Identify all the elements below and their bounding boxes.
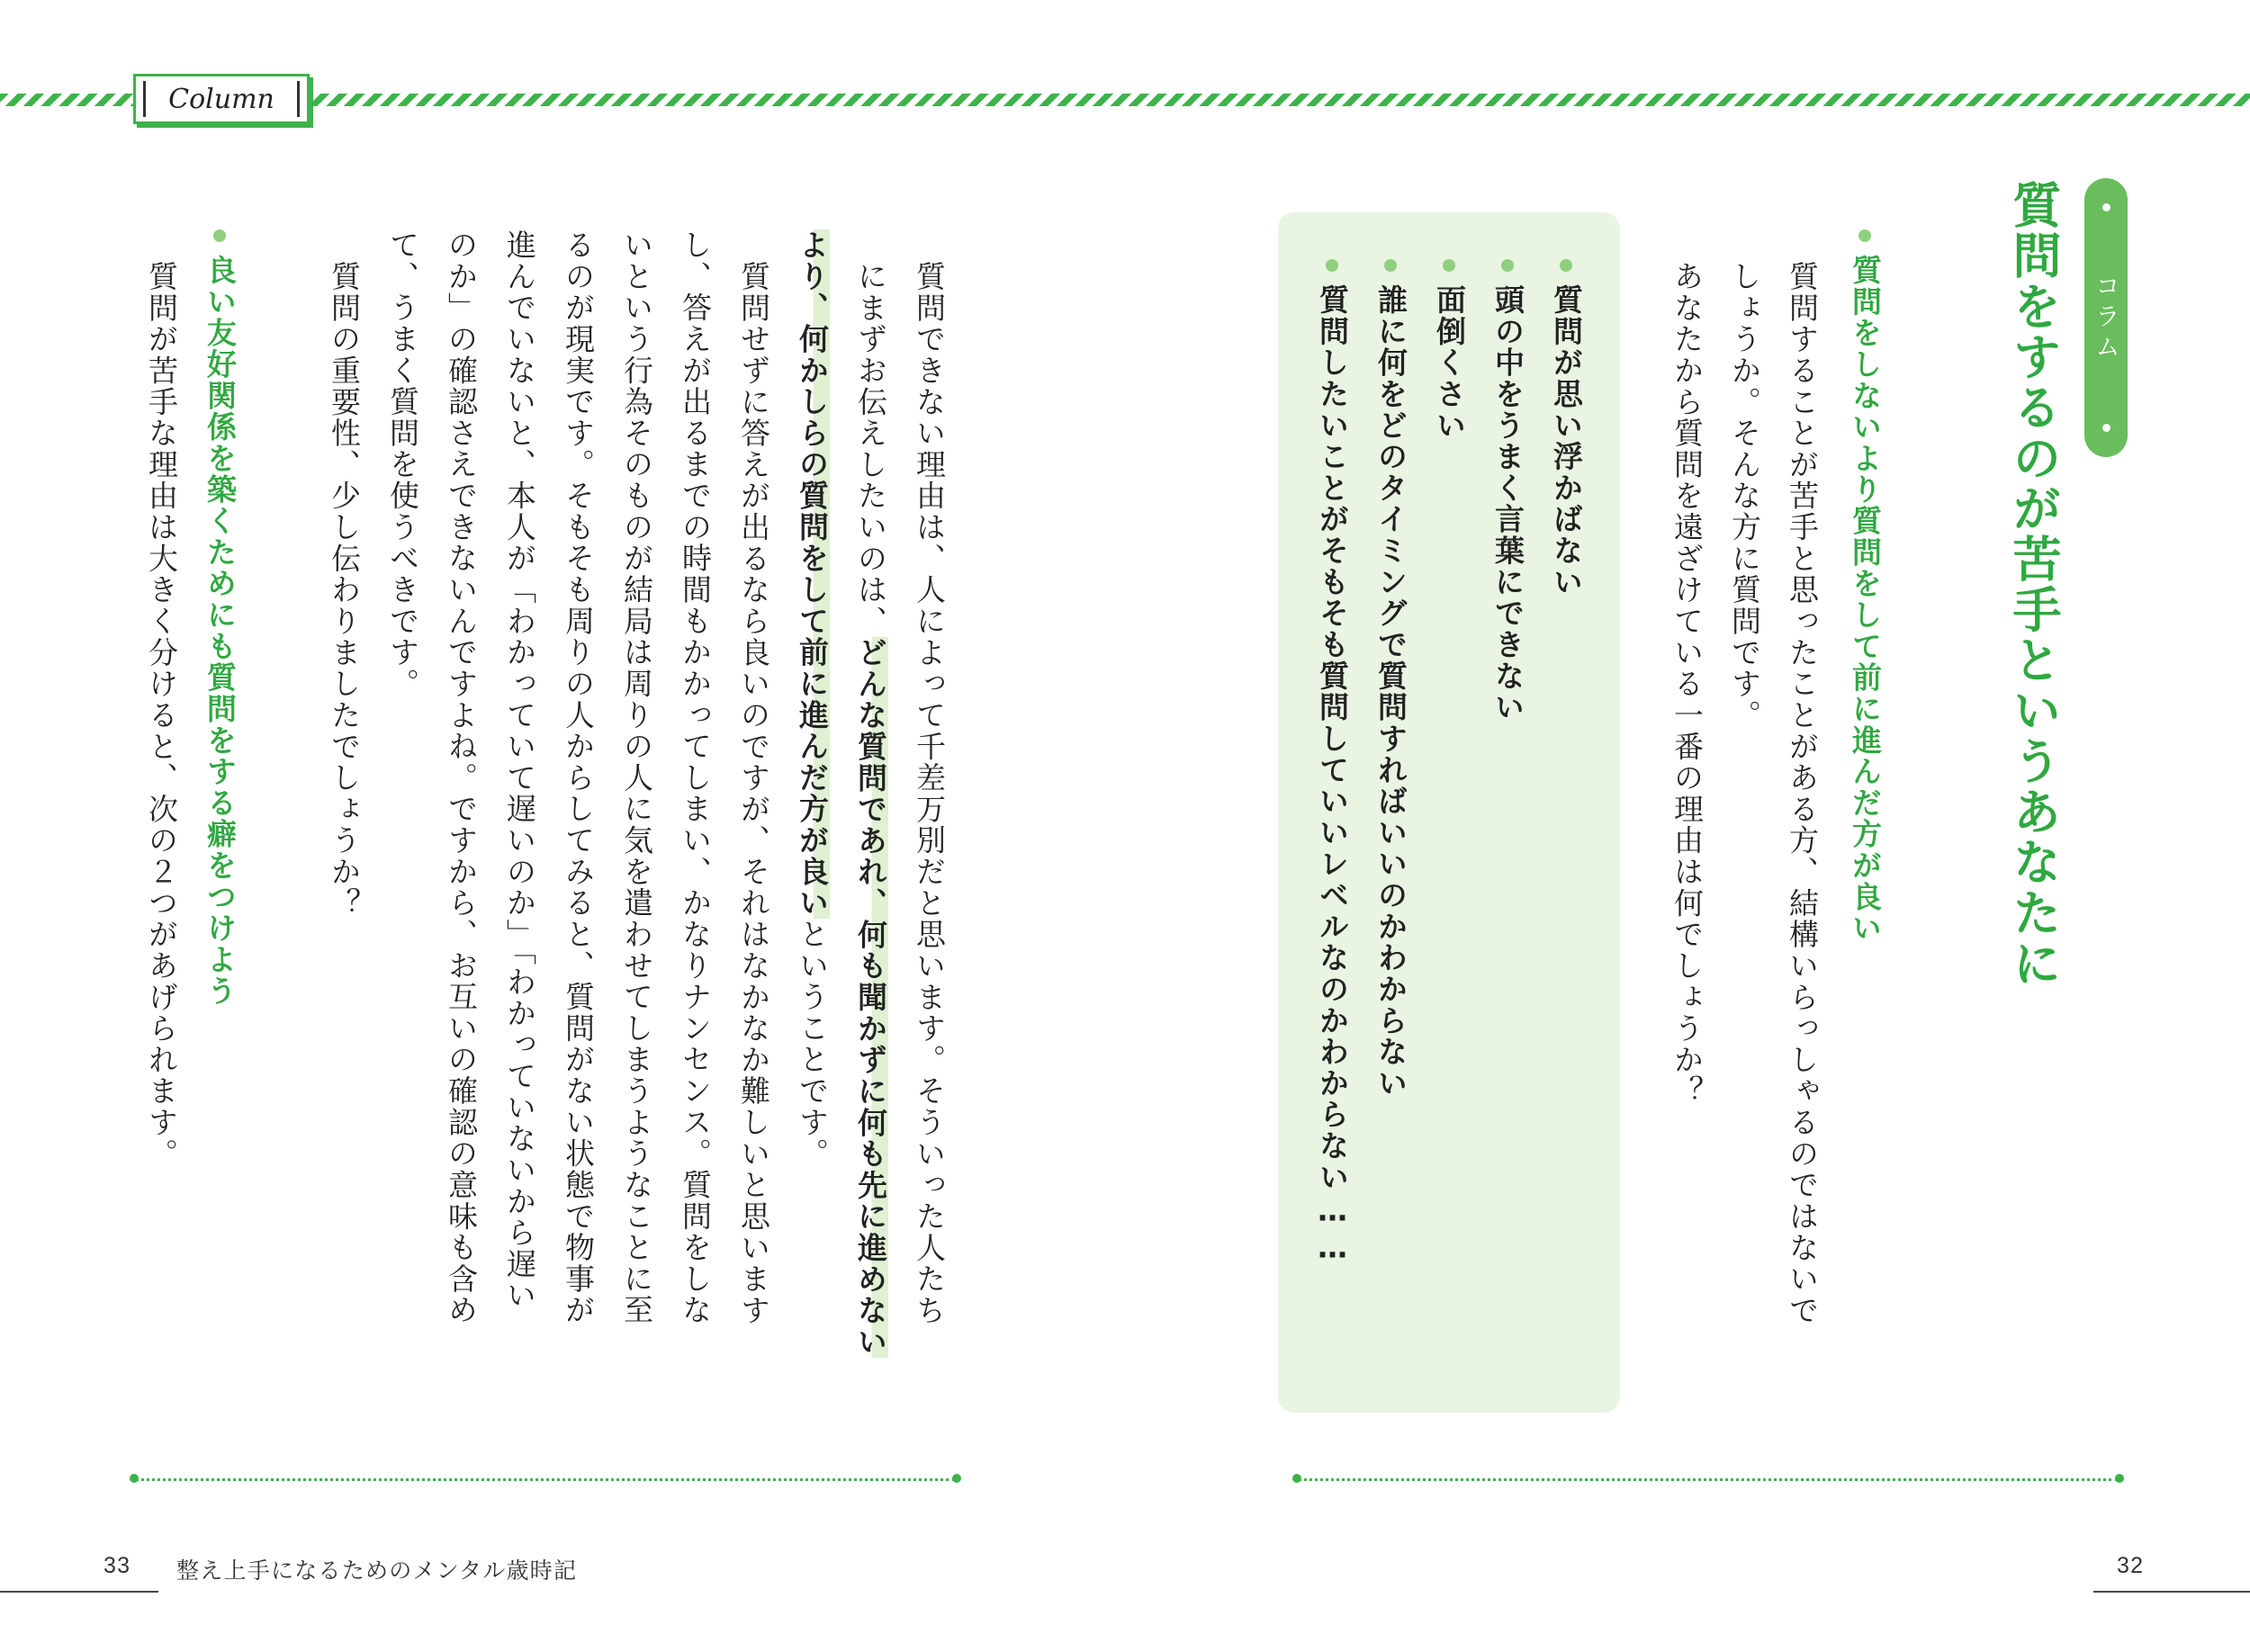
badge-dot-icon <box>2102 203 2110 211</box>
bullet-icon <box>213 229 226 242</box>
section-heading-text: 質問をしないより質問をして前に進んだ方が良い <box>1848 255 1883 944</box>
rule-end-dot <box>1292 1474 1301 1483</box>
body-line: 進んでいないと、本人が「わかっていて遅いのか」「わかっていないから遅い <box>502 229 537 1312</box>
top-striped-rule <box>0 94 2250 106</box>
rule-end-dot <box>130 1474 139 1483</box>
body-line: 質問の重要性、少し伝わりましたでしょうか？ <box>327 261 362 920</box>
body-line: 質問できない理由は、人によって千差万別だと思います。そういった人たち <box>912 261 947 1326</box>
list-item: 質問が思い浮かばない <box>1552 259 1581 597</box>
list-item: 面倒くさい <box>1435 259 1464 441</box>
body-line: あなたから質問を遠ざけている一番の理由は何でしょうか？ <box>1670 261 1705 1108</box>
bullet-icon <box>1858 229 1871 242</box>
page-number: 32 <box>2117 1553 2145 1578</box>
column-label <box>133 74 310 124</box>
body-line: いという行為そのものが結局は周りの人に気を遣わせてしまうようなことに至 <box>619 229 654 1326</box>
badge-text: コラム <box>2092 272 2121 364</box>
body-line: て、うまく質問を使うべきです。 <box>385 229 420 700</box>
page-title: 質問をするのが苦手というあなたに <box>2005 180 2062 989</box>
bullet-icon <box>1326 259 1338 272</box>
body-line: より、何かしらの質問をして前に進んだ方が良いということです。 <box>795 229 830 1170</box>
body-line: しょうか。そんな方に質問です。 <box>1727 261 1762 732</box>
body-line: 質問せずに答えが出るなら良いのですが、それはなかなか難しいと思います <box>736 261 771 1326</box>
body-line: 質問することが苦手と思ったことがある方、結構いらっしゃるのではないで <box>1785 261 1820 1326</box>
bullet-icon <box>1560 259 1572 272</box>
footer-dotted-rule <box>135 1478 956 1481</box>
body-line: 質問が苦手な理由は大きく分けると、次の２つがあげられます。 <box>144 261 179 1170</box>
running-book-title: 整え上手になるためのメンタル歳時記 <box>176 1558 578 1584</box>
rule-end-dot <box>2115 1474 2124 1483</box>
list-item: 質問したいことがそもそも質問していいレベルなのかわからない…… <box>1318 259 1347 1266</box>
folio-line <box>2093 1591 2250 1593</box>
section-heading-1 <box>1848 229 1883 944</box>
folio-line <box>0 1591 158 1593</box>
rule-end-dot <box>952 1474 961 1483</box>
body-line: し、答えが出るまでの時間もかかってしまい、かなりナンセンス。質問をしな <box>678 229 713 1326</box>
body-line: るのが現実です。そもそも周りの人からしてみると、質問がない状態で物事が <box>561 229 596 1326</box>
badge-dot-icon <box>2102 424 2110 432</box>
column-badge <box>2084 178 2128 457</box>
body-line: にまずお伝えしたいのは、どんな質問であれ、何も聞かずに何も先に進めない <box>853 261 888 1358</box>
list-item: 頭の中をうまく言葉にできない <box>1493 259 1523 723</box>
bullet-icon <box>1443 259 1455 272</box>
list-item: 誰に何をどのタイミングで質問すればいいのかわからない <box>1376 259 1406 1099</box>
bullet-icon <box>1501 259 1514 272</box>
bullet-icon <box>1384 259 1397 272</box>
column-label-text: Column <box>143 81 300 117</box>
section-heading-text: 良い友好関係を築くためにも質問をする癖をつけよう <box>202 255 238 1007</box>
body-line: のか」の確認さえできないんですよね。ですから、お互いの確認の意味も含め <box>444 229 479 1326</box>
footer-dotted-rule <box>1298 1478 2119 1481</box>
section-heading-2 <box>202 229 238 1007</box>
page-number: 33 <box>104 1553 131 1578</box>
